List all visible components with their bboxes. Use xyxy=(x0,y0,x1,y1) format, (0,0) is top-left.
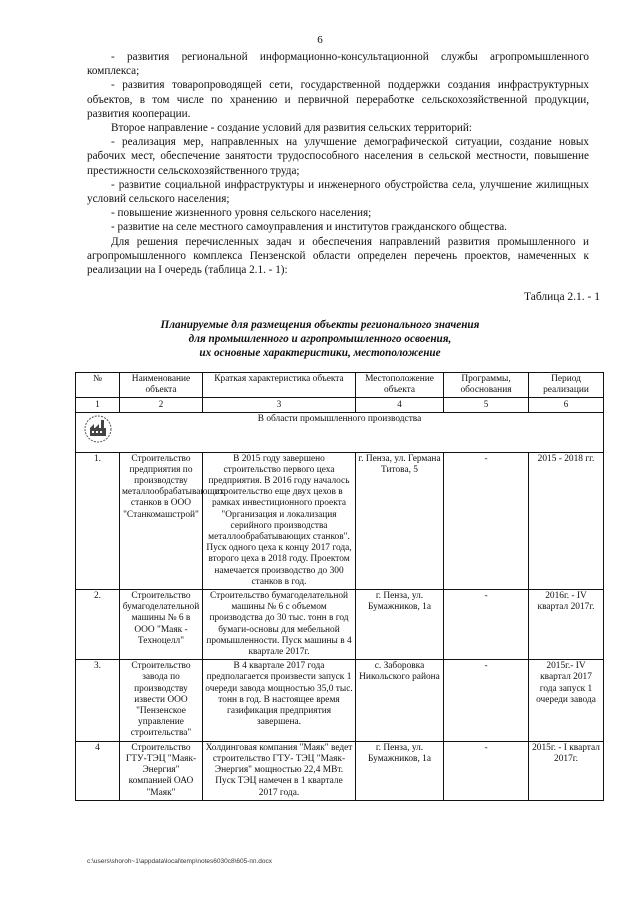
row-description: Холдинговая компания "Маяк" ведет строительство ГТУ- ТЭЦ "Маяк-Энергия" мощностью 22,4 МВт. Пуск ТЭЦ намечен в 1 квартале 2017 года. xyxy=(203,741,356,800)
column-number-row xyxy=(76,398,604,412)
paragraph: Второе направление - создание условий для развития сельских территорий: xyxy=(111,122,472,135)
table-title-line: для промышленного и агропромышленного освоения, xyxy=(188,333,452,345)
row-description: В 2015 году завершено строительство первого цеха предприятия. В 2016 году началось строительство еще двух цехов в рамках инвестиционного проекта "Организация и локализация серийного производства металлообрабатывающих станков". Пуск одного цеха к концу 2017 года, второго цеха в 2018 году. Проектом намечается производство до 300 станков в год. xyxy=(203,452,356,589)
column-number: 4 xyxy=(356,398,444,412)
paragraph: - развитие на селе местного самоуправления и институтов гражданского общества. xyxy=(111,221,507,234)
section-cell xyxy=(76,412,604,452)
row-num: 2. xyxy=(76,590,120,660)
header-description: Краткая характеристика объекта xyxy=(203,373,356,398)
row-programs: - xyxy=(444,741,529,800)
row-name: Строительство завода по производству извести ООО "Пензенское управление строительства" xyxy=(120,660,203,741)
paragraph: - развития региональной информационно-консультационной службы агропромышленного комплекса; xyxy=(87,51,589,78)
row-description: Строительство бумагоделательной машины № 6 с объемом производства до 30 тыс. тонн в год бумаги-основы для мебельной промышленности. Пуск машины в 4 квартале 2017г. xyxy=(203,590,356,660)
row-programs: - xyxy=(444,660,529,741)
paragraph: Для решения перечисленных задач и обеспечения направлений развития промышленного и агропромышленного комплекса Пензенской области определен перечень проектов, намеченных к реализации на I очередь (таблица 2.1. - 1): xyxy=(87,235,589,277)
table-label: Таблица 2.1. - 1 xyxy=(523,291,600,303)
column-number: 5 xyxy=(444,398,529,412)
row-programs: - xyxy=(444,590,529,660)
section-row xyxy=(76,412,604,452)
row-name: Строительство бумагоделательной машины № 6 в ООО "Маяк - Техноцелл" xyxy=(120,590,203,660)
paragraph: - реализация мер, направленных на улучшение демографической ситуации, создание новых рабочих мест, обеспечение занятости трудоспособного населения в сельской местности, повышение престижности сельскохозяйственного труда; xyxy=(87,136,589,177)
header-period: Период реализации xyxy=(529,373,604,398)
row-location: г. Пенза, ул. Германа Титова, 5 xyxy=(356,452,444,589)
row-location: г. Пенза, ул. Бумажников, 1а xyxy=(356,590,444,660)
row-period: 2015г. - I квартал 2017г. xyxy=(529,741,604,800)
row-description: В 4 квартале 2017 года предполагается произвести запуск 1 очереди завода мощностью 35,0 тыс. тонн в год. В настоящее время газификация предприятия завершена. xyxy=(203,660,356,741)
column-number: 3 xyxy=(203,398,356,412)
row-programs: - xyxy=(444,452,529,589)
row-location: с. Заборовка Никольского района xyxy=(356,660,444,741)
row-num: 3. xyxy=(76,660,120,741)
table-title-line: Планируемые для размещения объекты регионального значения xyxy=(160,319,480,331)
header-name: Наименование объекта xyxy=(120,373,203,398)
table-title-line: их основные характеристики, местоположение xyxy=(199,347,441,359)
table-row xyxy=(76,452,604,589)
page-number: 6 xyxy=(317,34,323,46)
row-num: 4 xyxy=(76,741,120,800)
factory-icon xyxy=(84,415,112,443)
table-row xyxy=(76,741,604,800)
body-text xyxy=(87,50,589,277)
projects-table xyxy=(75,372,604,801)
table-header-row xyxy=(76,373,604,398)
paragraph: - развитие социальной инфраструктуры и инженерного обустройства села, улучшение жилищных условий сельского населения; xyxy=(87,178,589,206)
table-title xyxy=(60,318,580,360)
section-title: В области промышленного производства xyxy=(257,413,422,424)
paragraph: - развития товаропроводящей сети, государственной поддержки создания инфраструктурных объектов, в том числе по хранению и первичной переработке сельскохозяйственной продукции, развития кооперации. xyxy=(87,79,589,120)
row-period: 2015г.- IV квартал 2017 года запуск 1 очереди завода xyxy=(529,660,604,741)
row-name: Строительство ГТУ-ТЭЦ "Маяк-Энергия" компанией ОАО "Маяк" xyxy=(120,741,203,800)
table-row xyxy=(76,590,604,660)
paragraph: - повышение жизненного уровня сельского населения; xyxy=(111,207,372,220)
footer-file-path: c:\users\shoroh~1\appdata\local\temp\notes6030c8\605-пп.docx xyxy=(87,858,273,865)
row-period: 2015 - 2018 гг. xyxy=(529,452,604,589)
row-location: г. Пенза, ул. Бумажников, 1а xyxy=(356,741,444,800)
table-row xyxy=(76,660,604,741)
header-location: Местоположение объекта xyxy=(356,373,444,398)
column-number: 6 xyxy=(529,398,604,412)
column-number: 2 xyxy=(120,398,203,412)
row-name: Строительство предприятия по производству металлообрабатывающих станков в ООО "Станкомашстрой" xyxy=(120,452,203,589)
row-period: 2016г. - IV квартал 2017г. xyxy=(529,590,604,660)
header-programs: Программы, обоснования xyxy=(444,373,529,398)
header-num: № xyxy=(76,373,120,398)
column-number: 1 xyxy=(76,398,120,412)
row-num: 1. xyxy=(76,452,120,589)
